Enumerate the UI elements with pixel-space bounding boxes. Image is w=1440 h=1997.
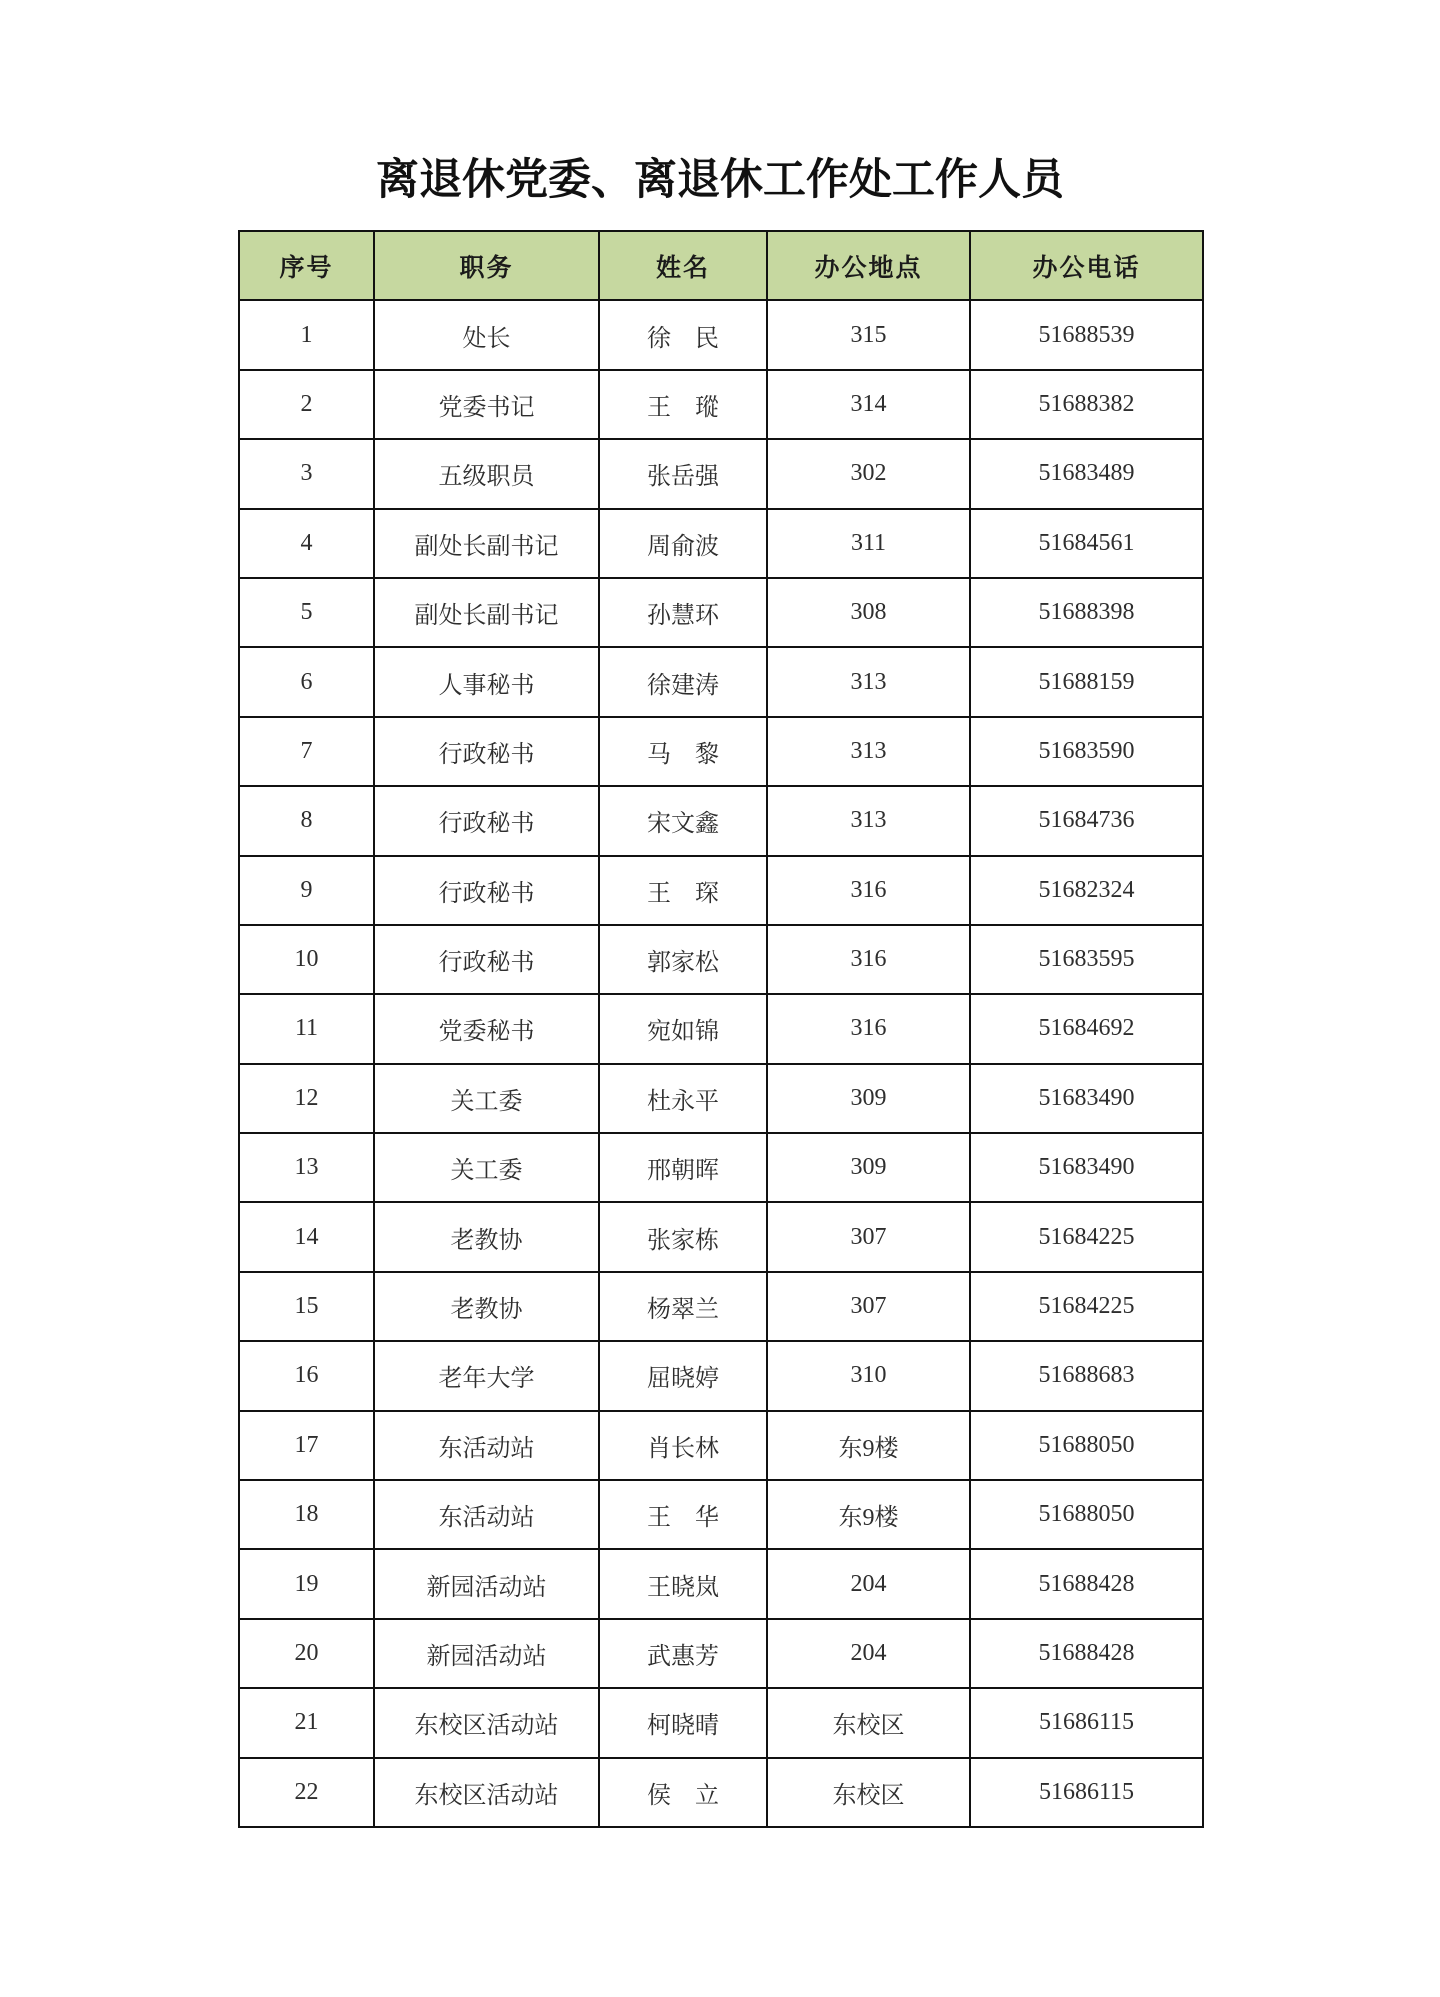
table-row [239, 1480, 1203, 1549]
cell-phone: 51688159 [970, 647, 1203, 716]
cell-position: 处长 [374, 300, 599, 369]
cell-position: 行政秘书 [374, 856, 599, 925]
cell-name: 宋文鑫 [599, 786, 767, 855]
cell-number: 8 [239, 786, 374, 855]
table-row [239, 1549, 1203, 1618]
cell-office: 310 [767, 1341, 970, 1410]
cell-phone: 51688050 [970, 1411, 1203, 1480]
cell-name: 周俞波 [599, 509, 767, 578]
cell-phone: 51684561 [970, 509, 1203, 578]
cell-name: 王晓岚 [599, 1549, 767, 1618]
cell-number: 16 [239, 1341, 374, 1410]
table-row [239, 370, 1203, 439]
cell-position: 五级职员 [374, 439, 599, 508]
cell-position: 行政秘书 [374, 786, 599, 855]
column-header-position: 职务 [374, 231, 599, 300]
cell-number: 20 [239, 1619, 374, 1688]
cell-name: 邢朝晖 [599, 1133, 767, 1202]
cell-number: 3 [239, 439, 374, 508]
cell-name: 张家栋 [599, 1202, 767, 1271]
cell-phone: 51683595 [970, 925, 1203, 994]
cell-office: 307 [767, 1202, 970, 1271]
cell-number: 9 [239, 856, 374, 925]
cell-phone: 51683490 [970, 1133, 1203, 1202]
table-row [239, 1758, 1203, 1827]
cell-name: 柯晓晴 [599, 1688, 767, 1757]
table-row [239, 856, 1203, 925]
column-header-phone: 办公电话 [970, 231, 1203, 300]
cell-position: 东校区活动站 [374, 1758, 599, 1827]
cell-name: 宛如锦 [599, 994, 767, 1063]
cell-position: 行政秘书 [374, 925, 599, 994]
page-title: 离退休党委、离退休工作处工作人员 [376, 155, 1064, 205]
table-row [239, 578, 1203, 647]
table-row [239, 647, 1203, 716]
cell-phone: 51683489 [970, 439, 1203, 508]
table-row [239, 717, 1203, 786]
table-row [239, 439, 1203, 508]
table-row [239, 1688, 1203, 1757]
table-row [239, 1619, 1203, 1688]
table-row [239, 994, 1203, 1063]
cell-name: 徐建涛 [599, 647, 767, 716]
cell-office: 东校区 [767, 1688, 970, 1757]
staff-table [238, 230, 1204, 1828]
cell-phone: 51688050 [970, 1480, 1203, 1549]
cell-phone: 51684692 [970, 994, 1203, 1063]
cell-phone: 51683590 [970, 717, 1203, 786]
cell-number: 4 [239, 509, 374, 578]
cell-office: 东9楼 [767, 1480, 970, 1549]
cell-office: 204 [767, 1549, 970, 1618]
cell-position: 新园活动站 [374, 1549, 599, 1618]
table-row [239, 1341, 1203, 1410]
cell-name: 侯 立 [599, 1758, 767, 1827]
table-body [239, 300, 1203, 1827]
cell-office: 314 [767, 370, 970, 439]
cell-name: 肖长林 [599, 1411, 767, 1480]
cell-position: 党委秘书 [374, 994, 599, 1063]
cell-number: 15 [239, 1272, 374, 1341]
cell-office: 309 [767, 1064, 970, 1133]
cell-name: 王 琛 [599, 856, 767, 925]
column-header-name: 姓名 [599, 231, 767, 300]
column-header-number: 序号 [239, 231, 374, 300]
cell-number: 17 [239, 1411, 374, 1480]
cell-position: 老教协 [374, 1272, 599, 1341]
cell-number: 21 [239, 1688, 374, 1757]
cell-phone: 51688428 [970, 1549, 1203, 1618]
column-header-office: 办公地点 [767, 231, 970, 300]
cell-name: 武惠芳 [599, 1619, 767, 1688]
cell-number: 1 [239, 300, 374, 369]
cell-position: 东活动站 [374, 1480, 599, 1549]
cell-name: 屈晓婷 [599, 1341, 767, 1410]
cell-phone: 51688539 [970, 300, 1203, 369]
cell-name: 郭家松 [599, 925, 767, 994]
cell-position: 党委书记 [374, 370, 599, 439]
cell-phone: 51688428 [970, 1619, 1203, 1688]
cell-office: 309 [767, 1133, 970, 1202]
cell-phone: 51688382 [970, 370, 1203, 439]
cell-office: 307 [767, 1272, 970, 1341]
cell-number: 6 [239, 647, 374, 716]
cell-number: 11 [239, 994, 374, 1063]
cell-office: 东9楼 [767, 1411, 970, 1480]
cell-position: 副处长副书记 [374, 578, 599, 647]
table-row [239, 1411, 1203, 1480]
cell-office: 308 [767, 578, 970, 647]
cell-office: 316 [767, 994, 970, 1063]
cell-office: 302 [767, 439, 970, 508]
cell-phone: 51688683 [970, 1341, 1203, 1410]
cell-number: 12 [239, 1064, 374, 1133]
table-row [239, 1064, 1203, 1133]
cell-phone: 51686115 [970, 1758, 1203, 1827]
cell-name: 杨翠兰 [599, 1272, 767, 1341]
cell-name: 杜永平 [599, 1064, 767, 1133]
table-row [239, 1202, 1203, 1271]
cell-position: 关工委 [374, 1133, 599, 1202]
table-row [239, 925, 1203, 994]
cell-position: 东活动站 [374, 1411, 599, 1480]
cell-position: 关工委 [374, 1064, 599, 1133]
cell-office: 311 [767, 509, 970, 578]
cell-name: 徐 民 [599, 300, 767, 369]
cell-office: 东校区 [767, 1758, 970, 1827]
table-row [239, 509, 1203, 578]
cell-number: 18 [239, 1480, 374, 1549]
cell-position: 副处长副书记 [374, 509, 599, 578]
cell-phone: 51686115 [970, 1688, 1203, 1757]
cell-phone: 51682324 [970, 856, 1203, 925]
cell-name: 马 黎 [599, 717, 767, 786]
cell-number: 7 [239, 717, 374, 786]
cell-name: 张岳强 [599, 439, 767, 508]
table-row [239, 1133, 1203, 1202]
cell-name: 王 瑽 [599, 370, 767, 439]
cell-office: 313 [767, 647, 970, 716]
cell-office: 204 [767, 1619, 970, 1688]
cell-phone: 51683490 [970, 1064, 1203, 1133]
cell-position: 新园活动站 [374, 1619, 599, 1688]
table-row [239, 786, 1203, 855]
cell-office: 313 [767, 717, 970, 786]
table-row [239, 300, 1203, 369]
cell-position: 行政秘书 [374, 717, 599, 786]
cell-position: 老教协 [374, 1202, 599, 1271]
cell-number: 5 [239, 578, 374, 647]
cell-position: 人事秘书 [374, 647, 599, 716]
cell-number: 22 [239, 1758, 374, 1827]
cell-phone: 51688398 [970, 578, 1203, 647]
cell-office: 316 [767, 925, 970, 994]
table-row [239, 1272, 1203, 1341]
cell-phone: 51684225 [970, 1272, 1203, 1341]
table-header-row [239, 231, 1203, 300]
cell-position: 东校区活动站 [374, 1688, 599, 1757]
cell-number: 10 [239, 925, 374, 994]
cell-phone: 51684225 [970, 1202, 1203, 1271]
cell-number: 2 [239, 370, 374, 439]
cell-number: 14 [239, 1202, 374, 1271]
cell-office: 315 [767, 300, 970, 369]
cell-name: 孙慧环 [599, 578, 767, 647]
cell-office: 313 [767, 786, 970, 855]
cell-number: 19 [239, 1549, 374, 1618]
cell-name: 王 华 [599, 1480, 767, 1549]
cell-office: 316 [767, 856, 970, 925]
cell-phone: 51684736 [970, 786, 1203, 855]
cell-position: 老年大学 [374, 1341, 599, 1410]
cell-number: 13 [239, 1133, 374, 1202]
